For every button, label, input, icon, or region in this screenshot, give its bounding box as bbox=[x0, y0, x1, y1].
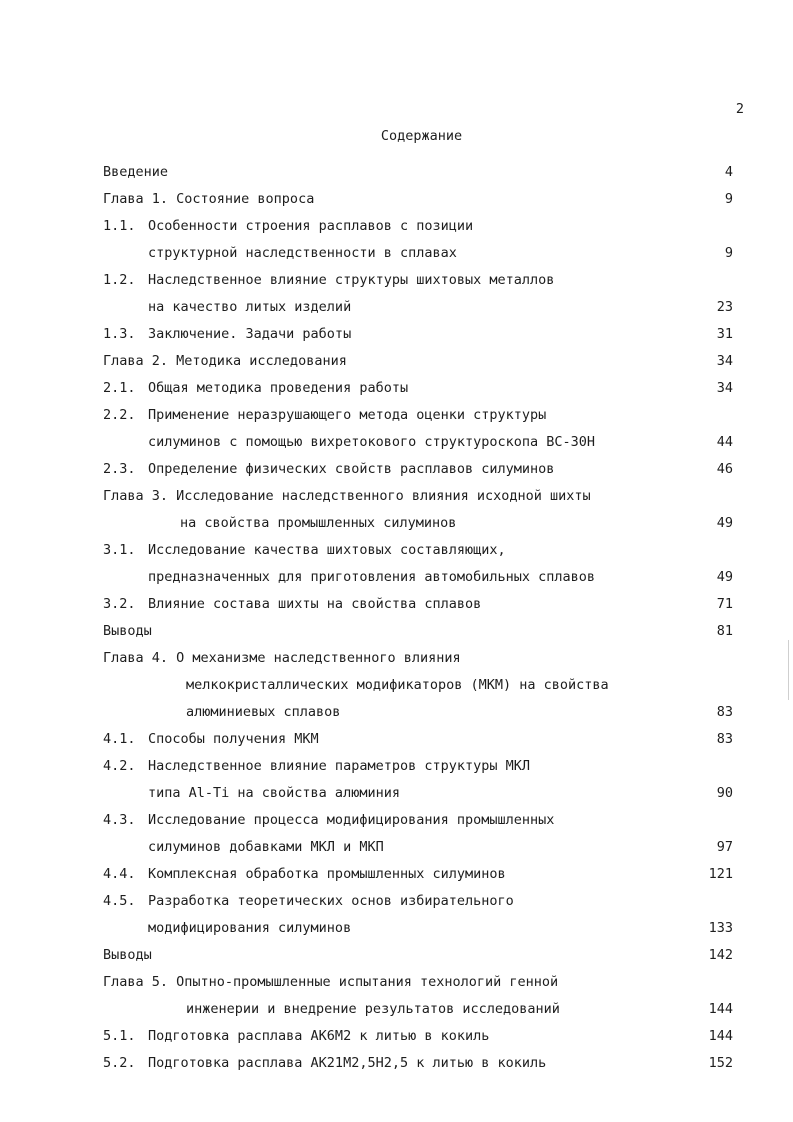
toc-section-number: 1.2. bbox=[103, 272, 136, 288]
toc-page-number: 97 bbox=[716, 839, 733, 855]
toc-entry-text: Глава 3. Исследование наследственного влияния исходной шихты bbox=[103, 488, 591, 504]
toc-entry-text: Комплексная обработка промышленных силуминов bbox=[148, 866, 506, 882]
toc-entry-text: Глава 1. Состояние вопроса bbox=[103, 191, 315, 207]
toc-page-number: 83 bbox=[716, 704, 733, 720]
toc-line bbox=[0, 483, 793, 510]
toc-page-number: 142 bbox=[708, 947, 733, 963]
toc-entry-text: Наследственное влияние параметров структуры МКЛ bbox=[148, 758, 531, 774]
toc-entry-text: Глава 2. Методика исследования bbox=[103, 353, 347, 369]
scan-mark bbox=[788, 640, 789, 700]
toc-entry-text: Исследование процесса модифицирования промышленных bbox=[148, 812, 555, 828]
toc-line bbox=[0, 537, 793, 564]
toc-entry-text: Выводы bbox=[103, 947, 152, 963]
toc-page-number: 71 bbox=[716, 596, 733, 612]
toc-entry-text: на свойства промышленных силуминов bbox=[180, 515, 457, 531]
toc-page-number: 34 bbox=[716, 353, 733, 369]
toc-section-number: 4.1. bbox=[103, 731, 136, 747]
toc-line bbox=[0, 699, 793, 726]
toc-page-number: 4 bbox=[724, 164, 733, 180]
toc-line bbox=[0, 645, 793, 672]
toc-page-number: 9 bbox=[724, 245, 733, 261]
toc-entry-text: алюминиевых сплавов bbox=[186, 704, 341, 720]
toc-page-number: 144 bbox=[708, 1028, 733, 1044]
toc-section-number: 3.2. bbox=[103, 596, 136, 612]
toc-section-number: 4.2. bbox=[103, 758, 136, 774]
toc-line bbox=[0, 213, 793, 240]
toc-line bbox=[0, 321, 793, 348]
toc-line bbox=[0, 510, 793, 537]
toc-page-number: 144 bbox=[708, 1001, 733, 1017]
toc-section-number: 4.5. bbox=[103, 893, 136, 909]
toc-line bbox=[0, 618, 793, 645]
toc-title: Содержание bbox=[380, 128, 463, 144]
toc-line bbox=[0, 186, 793, 213]
toc-entry-text: Способы получения МКМ bbox=[148, 731, 319, 747]
toc-line bbox=[0, 753, 793, 780]
toc-entry-text: на качество литых изделий bbox=[148, 299, 352, 315]
toc-entry-text: Применение неразрушающего метода оценки структуры bbox=[148, 407, 547, 423]
toc-entry-text: Особенности строения расплавов с позиции bbox=[148, 218, 474, 234]
toc-entry-text: Определение физических свойств расплавов силуминов bbox=[148, 461, 555, 477]
toc-line bbox=[0, 780, 793, 807]
toc-line bbox=[0, 915, 793, 942]
toc-entry-text: силуминов с помощью вихретокового структуроскопа ВС-30Н bbox=[148, 434, 596, 450]
toc-entry-text: структурной наследственности в сплавах bbox=[148, 245, 457, 261]
toc-line bbox=[0, 1050, 793, 1077]
toc-entry-text: типа Al-Ti на свойства алюминия bbox=[148, 785, 400, 801]
toc-line bbox=[0, 159, 793, 186]
toc-page-number: 9 bbox=[724, 191, 733, 207]
toc-entry-text: Наследственное влияние структуры шихтовых металлов bbox=[148, 272, 555, 288]
toc-page-number: 152 bbox=[708, 1055, 733, 1071]
toc-page-number: 83 bbox=[716, 731, 733, 747]
page-number: 2 bbox=[735, 101, 744, 117]
toc-section-number: 4.3. bbox=[103, 812, 136, 828]
toc-entry-text: Подготовка расплава АК21М2,5Н2,5 к литью в кокиль bbox=[148, 1055, 547, 1071]
toc-entry-text: Глава 4. О механизме наследственного влияния bbox=[103, 650, 461, 666]
toc-page-number: 46 bbox=[716, 461, 733, 477]
toc-line bbox=[0, 834, 793, 861]
toc-entry-text: Заключение. Задачи работы bbox=[148, 326, 352, 342]
toc-page-number: 31 bbox=[716, 326, 733, 342]
toc-line bbox=[0, 294, 793, 321]
toc-line bbox=[0, 456, 793, 483]
toc-page-number: 90 bbox=[716, 785, 733, 801]
toc-line bbox=[0, 807, 793, 834]
toc-line bbox=[0, 564, 793, 591]
toc-line bbox=[0, 969, 793, 996]
toc-line bbox=[0, 402, 793, 429]
toc-line bbox=[0, 861, 793, 888]
toc-page-number: 34 bbox=[716, 380, 733, 396]
toc-section-number: 1.1. bbox=[103, 218, 136, 234]
toc-section-number: 2.3. bbox=[103, 461, 136, 477]
toc-line bbox=[0, 267, 793, 294]
toc-entry-text: силуминов добавками МКЛ и МКП bbox=[148, 839, 384, 855]
toc-page-number: 49 bbox=[716, 569, 733, 585]
toc-line bbox=[0, 348, 793, 375]
toc-page-number: 81 bbox=[716, 623, 733, 639]
toc-entry-text: Глава 5. Опытно-промышленные испытания технологий генной bbox=[103, 974, 559, 990]
toc-entry-text: Введение bbox=[103, 164, 169, 180]
toc-line bbox=[0, 996, 793, 1023]
toc-section-number: 1.3. bbox=[103, 326, 136, 342]
toc-line bbox=[0, 942, 793, 969]
toc-entry-text: инженерии и внедрение результатов исследований bbox=[186, 1001, 560, 1017]
toc-line bbox=[0, 888, 793, 915]
toc-section-number: 4.4. bbox=[103, 866, 136, 882]
toc-entry-text: Влияние состава шихты на свойства сплавов bbox=[148, 596, 482, 612]
toc-line bbox=[0, 429, 793, 456]
toc-page-number: 44 bbox=[716, 434, 733, 450]
toc-line bbox=[0, 672, 793, 699]
toc-line bbox=[0, 591, 793, 618]
toc-entry-text: Подготовка расплава АК6М2 к литью в кокиль bbox=[148, 1028, 490, 1044]
toc-entry-text: Выводы bbox=[103, 623, 152, 639]
toc-section-number: 2.2. bbox=[103, 407, 136, 423]
toc-line bbox=[0, 240, 793, 267]
toc-section-number: 5.1. bbox=[103, 1028, 136, 1044]
toc-entry-text: Разработка теоретических основ избирательного bbox=[148, 893, 514, 909]
toc-entry-text: модифицирования силуминов bbox=[148, 920, 352, 936]
toc-entry-text: мелкокристаллических модификаторов (МКМ) на свойства bbox=[186, 677, 609, 693]
toc-entry-text: Исследование качества шихтовых составляющих, bbox=[148, 542, 506, 558]
toc-page-number: 49 bbox=[716, 515, 733, 531]
toc-page-number: 121 bbox=[708, 866, 733, 882]
toc-entry-text: предназначенных для приготовления автомобильных сплавов bbox=[148, 569, 596, 585]
toc-entry-text: Общая методика проведения работы bbox=[148, 380, 409, 396]
toc-page-number: 133 bbox=[708, 920, 733, 936]
toc-line bbox=[0, 1023, 793, 1050]
toc-section-number: 5.2. bbox=[103, 1055, 136, 1071]
toc-line bbox=[0, 726, 793, 753]
toc-list bbox=[0, 159, 793, 1077]
toc-page-number: 23 bbox=[716, 299, 733, 315]
toc-section-number: 3.1. bbox=[103, 542, 136, 558]
toc-line bbox=[0, 375, 793, 402]
toc-section-number: 2.1. bbox=[103, 380, 136, 396]
